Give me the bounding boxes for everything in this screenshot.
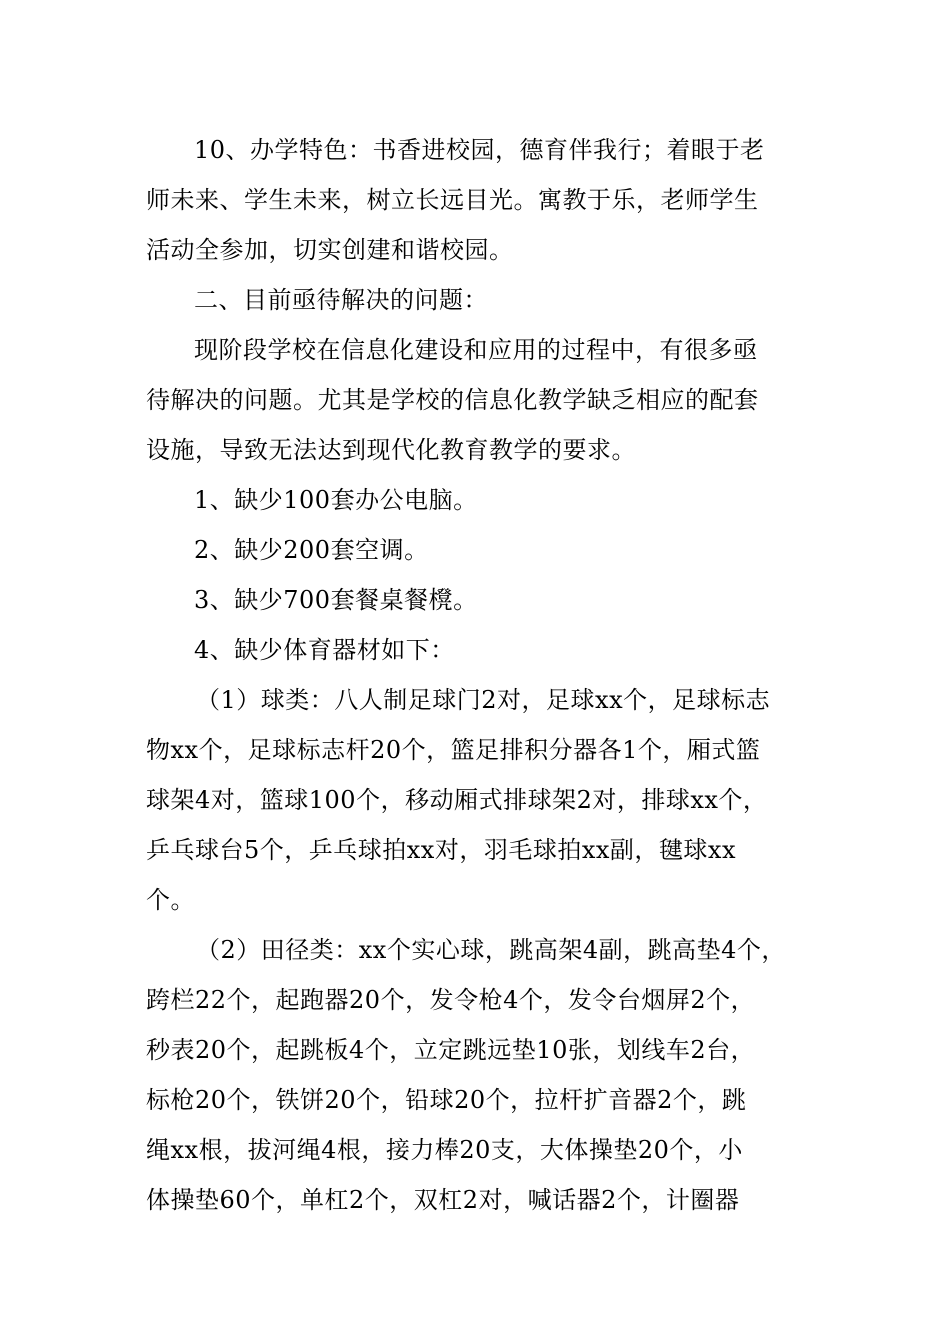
paragraph-track-field-line-4: 标枪20个，铁饼20个，铅球20个，拉杆扩音器2个，跳 [146,1086,747,1114]
paragraph-school-feature-line-2: 师未来、学生未来，树立长远目光。寓教于乐，老师学生 [146,186,759,214]
paragraph-current-stage-line-3: 设施，导致无法达到现代化教育教学的要求。 [146,436,636,464]
paragraph-ball-sports-line-5: 个。 [146,886,195,914]
list-item-dining-tables: 3、缺少700套餐桌餐櫈。 [194,586,478,614]
list-item-air-conditioners: 2、缺少200套空调。 [194,536,429,564]
paragraph-track-field-line-3: 秒表20个，起跳板4个，立定跳远垫10张，划线车2台， [146,1036,756,1064]
paragraph-ball-sports-line-1: （1）球类：八人制足球门2对，足球xx个，足球标志 [196,686,771,714]
paragraph-ball-sports-line-4: 乒乓球台5个，乒乓球拍xx对，羽毛球拍xx副，毽球xx [146,836,736,864]
paragraph-track-field-line-5: 绳xx根，拔河绳4根，接力棒20支，大体操垫20个，小 [146,1136,743,1164]
paragraph-track-field-line-6: 体操垫60个，单杠2个，双杠2对，喊话器2个，计圈器 [146,1186,740,1214]
paragraph-ball-sports-line-2: 物xx个，足球标志杆20个，篮足排积分器各1个，厢式篮 [146,736,761,764]
paragraph-school-feature-line-3: 活动全参加，切实创建和谐校园。 [146,236,514,264]
list-item-computers: 1、缺少100套办公电脑。 [194,486,478,514]
paragraph-track-field-line-1: （2）田径类：xx个实心球，跳高架4副，跳高垫4个， [196,936,786,964]
list-item-sports-equipment: 4、缺少体育器材如下： [194,636,455,664]
paragraph-current-stage-line-1: 现阶段学校在信息化建设和应用的过程中，有很多亟 [194,336,758,364]
paragraph-track-field-line-2: 跨栏22个，起跑器20个，发令枪4个，发令台烟屏2个， [146,986,756,1014]
paragraph-school-feature-line-1: 10、办学特色：书香进校园，德育伴我行；着眼于老 [194,136,765,164]
section-heading-problems: 二、目前亟待解决的问题： [194,286,488,314]
paragraph-current-stage-line-2: 待解决的问题。尤其是学校的信息化教学缺乏相应的配套 [146,386,759,414]
paragraph-ball-sports-line-3: 球架4对，篮球100个，移动厢式排球架2对，排球xx个， [146,786,768,814]
